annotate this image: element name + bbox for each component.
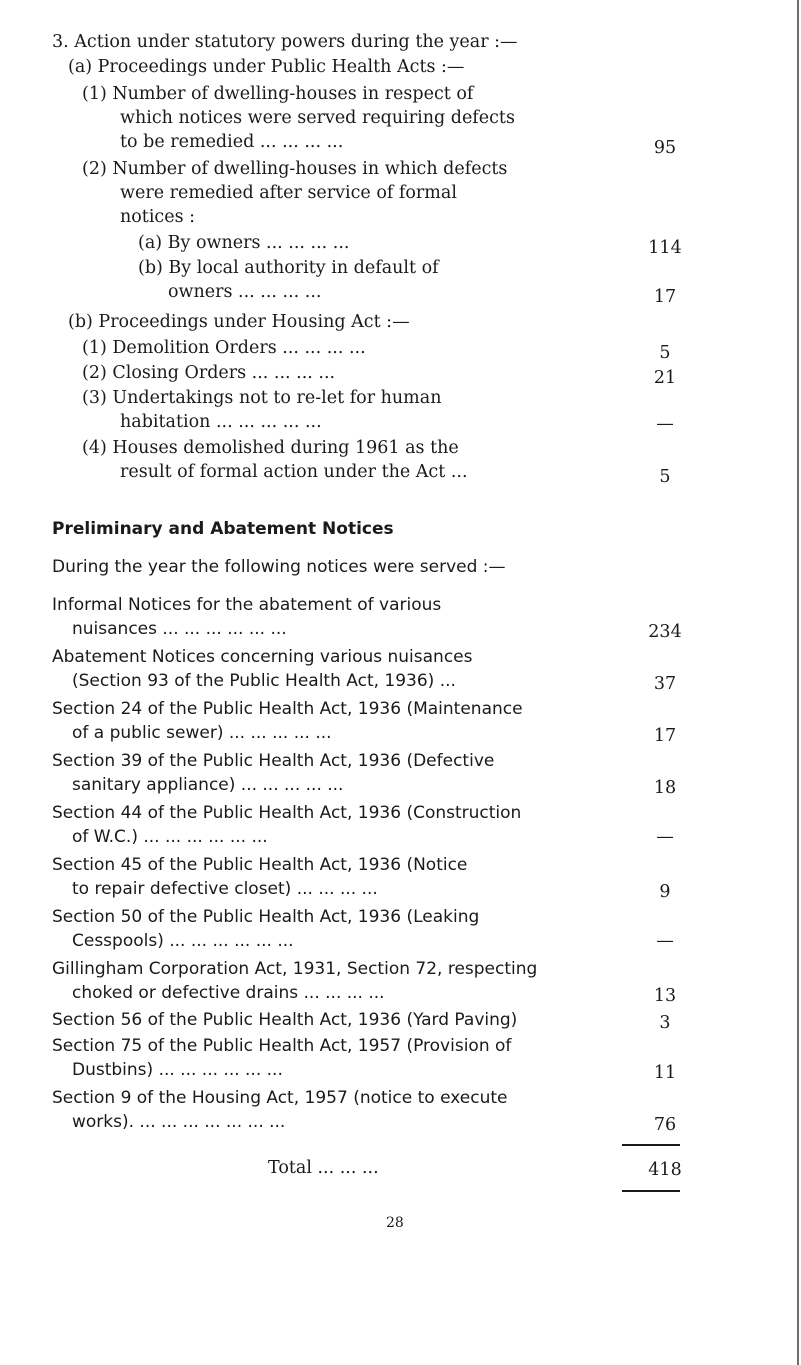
page-number: 28: [386, 1215, 404, 1231]
notice-r5-line1: Section 44 of the Public Health Act, 1936 (Construction: [52, 803, 522, 823]
b3-line1: (3) Undertakings not to re-let for human: [82, 388, 442, 408]
notice-r3-line2: of a public sewer) ... ... ... ... ...: [72, 723, 332, 743]
notice-r5-value: —: [656, 827, 674, 847]
notice-r4-value: 18: [653, 778, 677, 798]
notice-r4-line2: sanitary appliance) ... ... ... ... ...: [72, 775, 344, 795]
b3-value: —: [656, 414, 674, 434]
notice-r2-value: 37: [653, 674, 677, 694]
notice-r3-value: 17: [653, 726, 677, 746]
notice-r3-line1: Section 24 of the Public Health Act, 1936 (Maintenance: [52, 699, 523, 719]
a2-line1: (2) Number of dwelling-houses in which defects: [82, 159, 508, 179]
notice-r8-line2: choked or defective drains ... ... ... ...: [72, 983, 385, 1003]
a1-line2: which notices were served requiring defects: [120, 108, 515, 128]
subsection-b-title: (b) Proceedings under Housing Act :—: [68, 312, 410, 332]
section-3-title: 3. Action under statutory powers during the year :—: [52, 32, 518, 52]
a2b-value: 17: [653, 287, 677, 307]
total-rule-bottom: [622, 1190, 680, 1192]
a2-line3: notices :: [120, 207, 196, 227]
b1-line1: (1) Demolition Orders ... ... ... ...: [82, 338, 366, 358]
notice-r10-line2: Dustbins) ... ... ... ... ... ...: [72, 1060, 283, 1080]
total-value: 418: [648, 1160, 682, 1180]
a2b-line2: owners ... ... ... ...: [168, 282, 322, 302]
a2a-value: 114: [648, 238, 682, 258]
notice-r4-line1: Section 39 of the Public Health Act, 1936 (Defective: [52, 751, 495, 771]
a1-line1: (1) Number of dwelling-houses in respect of: [82, 84, 474, 104]
notice-r8-value: 13: [653, 986, 677, 1006]
b4-line2: result of formal action under the Act ...: [120, 462, 468, 482]
b4-value: 5: [659, 467, 671, 487]
page-edge-rule: [797, 0, 799, 1365]
notice-r6-value: 9: [659, 882, 671, 902]
b4-line1: (4) Houses demolished during 1961 as the: [82, 438, 459, 458]
b1-value: 5: [659, 343, 671, 363]
notice-r10-value: 11: [653, 1063, 677, 1083]
total-rule-top: [622, 1144, 680, 1146]
notice-r11-line2: works). ... ... ... ... ... ... ...: [72, 1112, 286, 1132]
notice-r2-line2: (Section 93 of the Public Health Act, 1936) ...: [72, 671, 456, 691]
notice-r11-value: 76: [653, 1115, 677, 1135]
b3-line2: habitation ... ... ... ... ...: [120, 412, 322, 432]
a2a-line1: (a) By owners ... ... ... ...: [138, 233, 350, 253]
notice-r1-line2: nuisances ... ... ... ... ... ...: [72, 619, 287, 639]
b2-line1: (2) Closing Orders ... ... ... ...: [82, 363, 336, 383]
notices-intro: During the year the following notices were served :—: [52, 557, 506, 577]
notice-r1-value: 234: [648, 622, 682, 642]
b2-value: 21: [653, 368, 677, 388]
notice-r9-line1: Section 56 of the Public Health Act, 1936 (Yard Paving): [52, 1010, 518, 1030]
subsection-a-title: (a) Proceedings under Public Health Acts :—: [68, 57, 465, 77]
a2-line2: were remedied after service of formal: [120, 183, 457, 203]
notice-r9-value: 3: [659, 1013, 671, 1033]
notice-r6-line1: Section 45 of the Public Health Act, 1936 (Notice: [52, 855, 468, 875]
notice-r8-line1: Gillingham Corporation Act, 1931, Section 72, respecting: [52, 959, 538, 979]
notice-r7-value: —: [656, 931, 674, 951]
notice-r5-line2: of W.C.) ... ... ... ... ... ...: [72, 827, 268, 847]
a1-value: 95: [653, 138, 677, 158]
notices-heading: Preliminary and Abatement Notices: [52, 519, 394, 539]
notice-r11-line1: Section 9 of the Housing Act, 1957 (notice to execute: [52, 1088, 508, 1108]
notice-r1-line1: Informal Notices for the abatement of various: [52, 595, 442, 615]
a1-line3: to be remedied ... ... ... ...: [120, 132, 344, 152]
notice-r6-line2: to repair defective closet) ... ... ... ...: [72, 879, 378, 899]
notice-r2-line1: Abatement Notices concerning various nuisances: [52, 647, 473, 667]
a2b-line1: (b) By local authority in default of: [138, 258, 439, 278]
notice-r7-line2: Cesspools) ... ... ... ... ... ...: [72, 931, 294, 951]
notice-r7-line1: Section 50 of the Public Health Act, 1936 (Leaking: [52, 907, 480, 927]
notice-r10-line1: Section 75 of the Public Health Act, 1957 (Provision of: [52, 1036, 512, 1056]
total-label: Total ... ... ...: [268, 1158, 379, 1178]
